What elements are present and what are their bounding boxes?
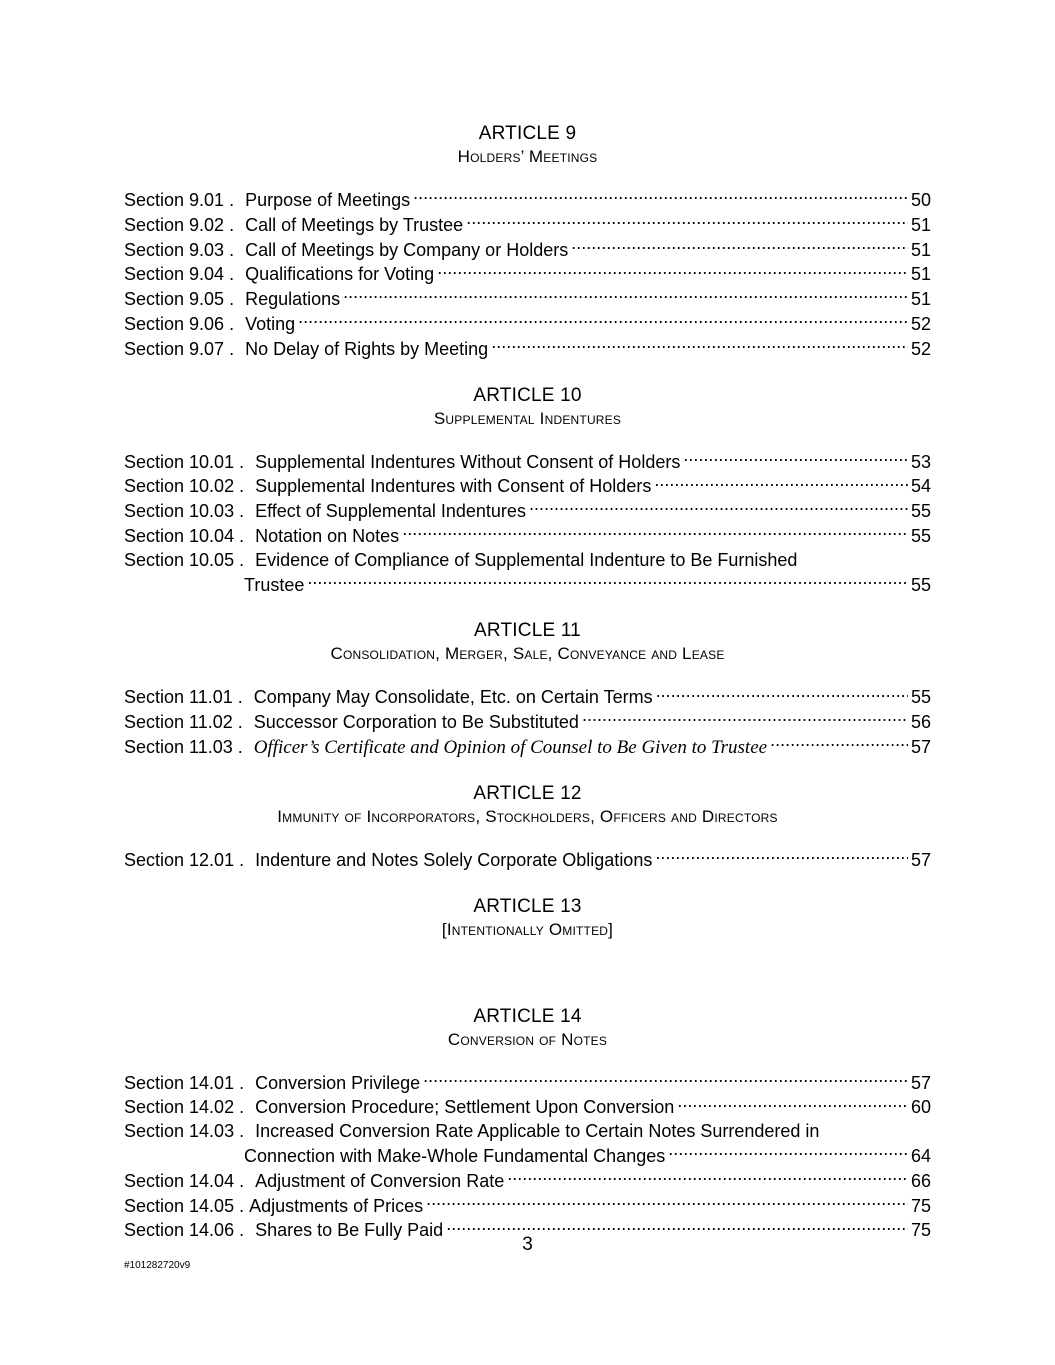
page-number-ref: 55: [910, 525, 931, 546]
section-number: Section 10.05 .: [124, 549, 245, 570]
leader-dots: [413, 188, 908, 206]
page-number-ref: 75: [910, 1220, 931, 1241]
page-number-ref: 52: [910, 338, 931, 359]
article-heading: [124, 895, 931, 941]
section-title: Voting: [245, 313, 296, 334]
section-number: Section 9.06 .: [124, 313, 235, 334]
section-list: [124, 848, 931, 873]
leader-dots: [491, 337, 908, 355]
article-heading: [124, 782, 931, 828]
section-number: Section 9.01 .: [124, 190, 235, 210]
section-number: Section 9.04 .: [124, 264, 235, 285]
section-number: Section 14.02 .: [124, 1097, 245, 1118]
section-title: Conversion Procedure; Settlement Upon Conversion: [255, 1097, 675, 1118]
section-number: Section 9.07 .: [124, 338, 235, 359]
leader-dots: [307, 573, 908, 591]
article-number: ARTICLE 9: [478, 123, 577, 144]
toc-entry[interactable]: [124, 238, 931, 263]
section-number: Section 10.04 .: [124, 525, 245, 546]
toc-entry-continuation: [124, 1144, 931, 1169]
page-number-ref: 51: [910, 239, 931, 260]
page-number-ref: 51: [910, 214, 931, 235]
section-title: Purpose of Meetings: [245, 190, 411, 210]
section-number: Section 10.02 .: [124, 476, 245, 497]
section-list: [124, 1071, 931, 1244]
page-number-ref: 56: [910, 712, 931, 733]
toc-entry[interactable]: [124, 213, 931, 238]
page-number-ref: 52: [910, 313, 931, 334]
section-number: Section 14.05 .: [124, 1195, 245, 1216]
section-title: Qualifications for Voting: [245, 264, 435, 285]
leader-dots: [402, 524, 908, 542]
spacer: [124, 362, 931, 384]
article-title: [Intentionally Omitted]: [441, 919, 614, 939]
leader-dots: [298, 312, 908, 330]
toc-entry[interactable]: [124, 848, 931, 873]
page-number-ref: 60: [910, 1097, 931, 1118]
section-title: Conversion Privilege: [255, 1072, 421, 1093]
section-title: Regulations: [245, 289, 341, 310]
section-title: Shares to Be Fully Paid: [255, 1220, 444, 1241]
section-number: Section 9.03 .: [124, 239, 235, 260]
section-list: [124, 941, 931, 983]
toc-entry[interactable]: [124, 685, 931, 710]
page-number-ref: 54: [910, 476, 931, 497]
toc-entry-continuation: [124, 573, 931, 598]
section-number: Section 11.02 .: [124, 712, 243, 733]
leader-dots: [426, 1194, 908, 1212]
toc-entry-first-line: [124, 1120, 931, 1144]
section-number: Section 11.01 .: [124, 687, 243, 708]
leader-dots: [654, 474, 908, 492]
page-number-ref: 64: [910, 1145, 931, 1166]
section-number: Section 12.01 .: [124, 849, 245, 870]
section-title: Indenture and Notes Solely Corporate Obligations: [255, 849, 653, 870]
section-list: [124, 685, 931, 759]
section-number: Section 14.04 .: [124, 1170, 245, 1191]
leader-dots: [343, 287, 908, 305]
leader-dots: [677, 1095, 908, 1113]
section-number: Section 14.06 .: [124, 1220, 245, 1241]
section-title: Evidence of Compliance of Supplemental Indenture to Be Furnished: [255, 549, 798, 570]
leader-dots: [571, 238, 908, 256]
section-title: Call of Meetings by Trustee: [245, 214, 464, 235]
toc-entry[interactable]: [124, 1095, 931, 1120]
toc-entry[interactable]: [124, 1071, 931, 1096]
toc-entry[interactable]: [124, 1194, 931, 1219]
section-title: Supplemental Indentures Without Consent of Holders: [255, 451, 681, 472]
leader-dots: [466, 213, 908, 231]
article-heading: [124, 122, 931, 168]
spacer: [124, 983, 931, 1005]
section-list: [124, 188, 931, 362]
section-number: Section 11.03 .: [124, 736, 243, 757]
section-list: [124, 450, 931, 598]
leader-dots: [656, 685, 908, 703]
toc-entry[interactable]: [124, 499, 931, 524]
leader-dots: [683, 450, 908, 468]
article-number: ARTICLE 13: [473, 895, 582, 917]
table-of-contents: [124, 122, 931, 1243]
section-number: Section 9.02 .: [124, 214, 235, 235]
article-number: ARTICLE 12: [473, 782, 582, 804]
section-title: Adjustment of Conversion Rate: [255, 1170, 505, 1191]
page-number-ref: 55: [910, 574, 931, 595]
page-number-ref: 51: [910, 289, 931, 310]
article-heading: [124, 1005, 931, 1051]
page-number-ref: 57: [910, 1072, 931, 1093]
spacer: [124, 760, 931, 782]
page-number: 3: [522, 1234, 533, 1255]
leader-dots: [529, 499, 908, 517]
section-title: Notation on Notes: [255, 525, 400, 546]
article-title: Conversion of Notes: [447, 1029, 608, 1049]
toc-entry[interactable]: [124, 287, 931, 312]
toc-entry[interactable]: [124, 337, 931, 362]
section-title: No Delay of Rights by Meeting: [245, 338, 489, 359]
leader-dots: [655, 848, 908, 866]
article-title: Supplemental Indentures: [433, 408, 622, 428]
page-number-ref: 53: [910, 451, 931, 472]
article-title: Consolidation, Merger, Sale, Conveyance and Lease: [330, 644, 725, 664]
section-title-continued: Trustee: [244, 574, 305, 595]
spacer: [124, 873, 931, 895]
toc-entry[interactable]: [124, 524, 931, 549]
section-title: Company May Consolidate, Etc. on Certain Terms: [253, 687, 653, 708]
toc-entry-first-line: [124, 549, 931, 573]
section-title-continued: Connection with Make-Whole Fundamental Changes: [244, 1145, 666, 1166]
page-number-ref: 50: [910, 190, 931, 210]
section-number: Section 14.03 .: [124, 1121, 245, 1142]
toc-entry[interactable]: [124, 262, 931, 287]
page-number-ref: 57: [910, 849, 931, 870]
spacer: [124, 597, 931, 619]
leader-dots: [770, 735, 908, 753]
toc-entry[interactable]: [124, 1120, 931, 1169]
leader-dots: [582, 710, 908, 728]
article-number: ARTICLE 11: [474, 620, 581, 642]
section-number: Section 9.05 .: [124, 289, 235, 310]
section-title: Officer’s Certificate and Opinion of Counsel to Be Given to Trustee: [253, 736, 768, 758]
toc-entry[interactable]: [124, 450, 931, 475]
toc-entry[interactable]: [124, 549, 931, 598]
section-number: Section 14.01 .: [124, 1072, 245, 1093]
article-number: ARTICLE 10: [473, 384, 582, 406]
toc-entry[interactable]: [124, 735, 931, 760]
section-title: Effect of Supplemental Indentures: [255, 501, 526, 522]
page-number-ref: 57: [910, 736, 931, 757]
toc-entry[interactable]: [124, 312, 931, 337]
page-number-ref: 66: [910, 1170, 931, 1191]
page-number-ref: 55: [910, 687, 931, 708]
article-heading: [124, 384, 931, 430]
page-number-ref: 75: [910, 1195, 931, 1216]
section-title: Increased Conversion Rate Applicable to Certain Notes Surrendered in: [255, 1121, 820, 1142]
article-title: Immunity of Incorporators, Stockholders, Officers and Directors: [277, 806, 778, 826]
toc-entry[interactable]: [124, 1169, 931, 1194]
toc-entry[interactable]: [124, 710, 931, 735]
article-heading: [124, 619, 931, 665]
article-title: Holders’ Meetings: [457, 147, 598, 166]
leader-dots: [437, 262, 908, 280]
leader-dots: [423, 1071, 908, 1089]
section-number: Section 10.03 .: [124, 501, 245, 522]
section-title: Adjustments of Prices: [249, 1195, 424, 1216]
leader-dots: [668, 1144, 908, 1162]
document-id: #101282720v9: [124, 1260, 191, 1271]
section-title: Call of Meetings by Company or Holders: [245, 239, 569, 260]
toc-entry[interactable]: [124, 474, 931, 499]
article-number: ARTICLE 14: [473, 1005, 582, 1027]
section-title: Successor Corporation to Be Substituted: [253, 712, 579, 733]
section-title: Supplemental Indentures with Consent of Holders: [255, 476, 652, 497]
section-number: Section 10.01 .: [124, 451, 245, 472]
page-number-ref: 55: [910, 501, 931, 522]
toc-entry[interactable]: [124, 188, 931, 213]
leader-dots: [507, 1169, 908, 1187]
page-number-ref: 51: [910, 264, 931, 285]
